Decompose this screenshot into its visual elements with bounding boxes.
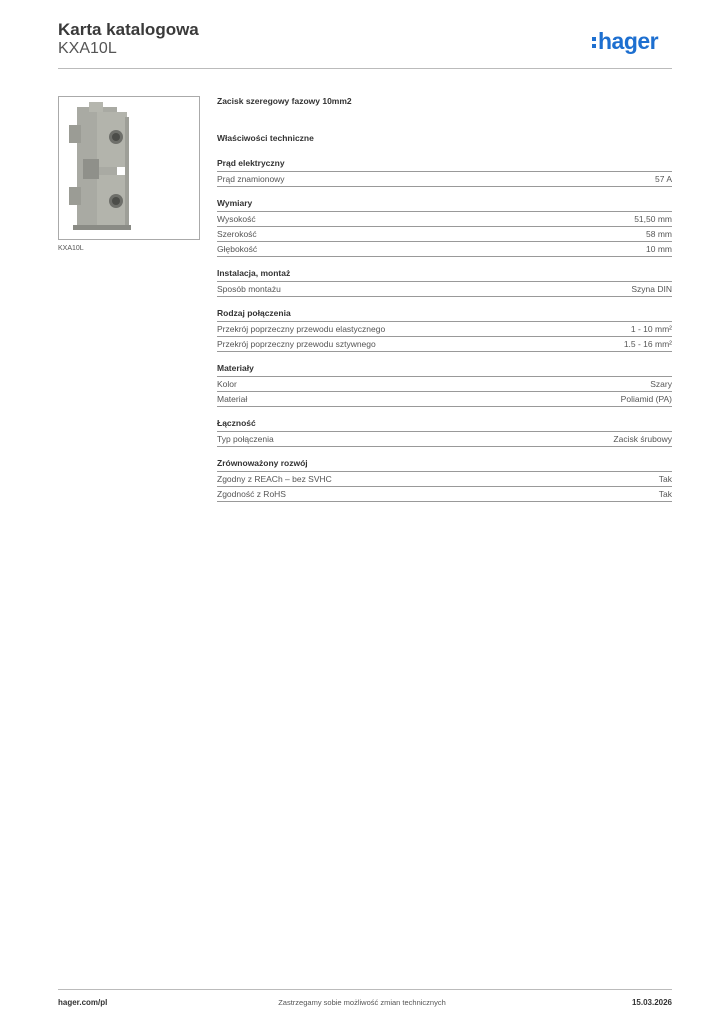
spec-value: 57 A (654, 174, 672, 184)
spec-label: Zgodny z REACh – bez SVHC (217, 474, 332, 484)
spec-group-title: Materiały (217, 363, 672, 377)
image-caption: KXA10L (58, 245, 84, 252)
spec-group (217, 418, 672, 447)
spec-group (217, 158, 672, 187)
spec-label: Przekrój poprzeczny przewodu elastycznego (217, 324, 386, 334)
tech-properties-title: Właściwości techniczne (217, 133, 314, 143)
spec-group-title: Instalacja, montaż (217, 268, 672, 282)
spec-row (217, 322, 672, 337)
product-code: KXA10L (58, 40, 117, 57)
spec-group-title: Zrównoważony rozwój (217, 458, 672, 472)
spec-value: 58 mm (646, 229, 672, 239)
spec-row (217, 227, 672, 242)
page-title: Karta katalogowa (58, 20, 199, 39)
spec-value: Szary (650, 379, 672, 389)
spec-row (217, 172, 672, 187)
spec-group-title: Łączność (217, 418, 672, 432)
spec-label: Typ połączenia (217, 434, 274, 444)
specs-section (217, 96, 672, 513)
spec-group-title: Rodzaj połączenia (217, 308, 672, 322)
spec-group-title: Prąd elektryczny (217, 158, 672, 172)
spec-row (217, 242, 672, 257)
spec-row (217, 432, 672, 447)
header-divider (58, 68, 672, 69)
spec-value: Zacisk śrubowy (613, 434, 672, 444)
product-description: Zacisk szeregowy fazowy 10mm2 (217, 96, 352, 106)
spec-group (217, 198, 672, 257)
spec-value: Tak (658, 489, 672, 499)
footer-disclaimer: Zastrzegamy sobie możliwość zmian technicznych (278, 998, 446, 1007)
spec-value: 1.5 - 16 mm² (623, 339, 672, 349)
spec-label: Materiał (217, 394, 248, 404)
spec-label: Wysokość (217, 214, 256, 224)
logo-text: hager (598, 28, 659, 54)
spec-row (217, 282, 672, 297)
spec-row (217, 377, 672, 392)
terminal-block-illustration (59, 97, 199, 239)
spec-group (217, 268, 672, 297)
logo-dots-icon (592, 37, 596, 48)
spec-value: 1 - 10 mm² (630, 324, 672, 334)
spec-row (217, 337, 672, 352)
spec-groups (217, 158, 672, 502)
spec-group (217, 363, 672, 407)
footer-date: 15.03.2026 (631, 998, 672, 1007)
spec-value: Tak (658, 474, 672, 484)
footer-divider (58, 989, 672, 990)
spec-row (217, 392, 672, 407)
spec-label: Kolor (217, 379, 237, 389)
spec-label: Zgodność z RoHS (217, 489, 286, 499)
spec-label: Prąd znamionowy (217, 174, 285, 184)
spec-row (217, 472, 672, 487)
spec-value: Szyna DIN (631, 284, 672, 294)
spec-label: Szerokość (217, 229, 257, 239)
hager-logo[interactable] (592, 28, 658, 55)
product-image (58, 96, 200, 240)
spec-row (217, 212, 672, 227)
spec-group (217, 308, 672, 352)
spec-label: Przekrój poprzeczny przewodu sztywnego (217, 339, 376, 349)
spec-group (217, 458, 672, 502)
spec-value: Poliamid (PA) (620, 394, 672, 404)
spec-group-title: Wymiary (217, 198, 672, 212)
spec-value: 51,50 mm (634, 214, 672, 224)
spec-label: Głębokość (217, 244, 258, 254)
spec-label: Sposób montażu (217, 284, 281, 294)
spec-row (217, 487, 672, 502)
spec-value: 10 mm (646, 244, 672, 254)
footer-website-link[interactable]: hager.com/pl (58, 998, 108, 1007)
